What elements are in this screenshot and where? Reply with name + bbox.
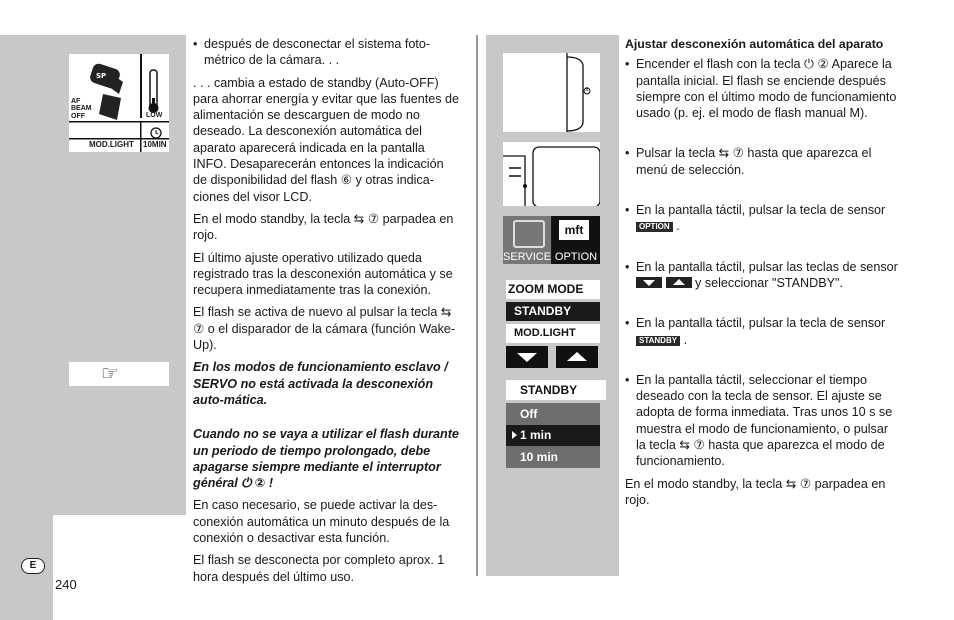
paragraph: . . . cambia a estado de standby (Auto-OFF) para ahorrar energía y evitar que las fuentes de alimentación se descarguen de modo no deseado. La desconexión automática del aparato aparecerá indicada en la pantalla INFO. Desaparecerán entonces la indicación de disponibilidad del flash ⑥ y otras indica-ciones del visor LCD. <box>193 75 460 204</box>
standby-title: STANDBY <box>506 380 606 400</box>
page-number: 240 <box>55 577 77 592</box>
service-option-screen <box>503 216 600 264</box>
flash-info-figure <box>69 54 169 152</box>
down-key-icon <box>636 277 662 288</box>
flash-back-figure <box>503 142 600 206</box>
bullet-paragraph: • después de desconectar el sistema foto-métrico de la cámara. . . <box>193 36 461 69</box>
pointing-hand-icon: ☞ <box>101 363 119 385</box>
step-4: • En la pantalla táctil, pulsar las teclas de sensor y seleccionar "STANDBY". <box>625 259 901 292</box>
mod-light-label: MOD.LIGHT <box>89 140 134 149</box>
scroll-down-button[interactable] <box>506 346 548 368</box>
warning-text: Cuando no se vaya a utilizar el flash durante un periodo de tiempo prolongado, debe apagarse siempre mediante el interruptor général ⏻ ② ! <box>193 427 459 491</box>
standby-option-1min[interactable]: 1 min <box>506 425 600 446</box>
svg-text:SP: SP <box>96 72 107 80</box>
menu-item-zoom-mode[interactable]: ZOOM MODE <box>506 280 600 299</box>
standby-key-tag: STANDBY <box>636 336 680 346</box>
ten-min-label: 10MIN <box>143 140 167 149</box>
paragraph: En el modo standby, la tecla ⇆ ⑦ parpadea en rojo. <box>625 476 886 507</box>
right-text-column <box>625 36 901 514</box>
option-button[interactable]: mft OPTION <box>552 216 600 264</box>
step-5: • En la pantalla táctil, pulsar la tecla de sensor STANDBY . <box>625 315 901 348</box>
paragraph: En el modo standby, la tecla ⇆ ⑦ parpadea en rojo. <box>193 211 454 243</box>
power-icon <box>584 87 590 94</box>
section-heading: Ajustar desconexión automática del aparato <box>625 37 884 51</box>
triangle-up-icon <box>567 352 587 361</box>
flash-side-figure <box>503 53 600 132</box>
step-3: • En la pantalla táctil, pulsar la tecla de sensor OPTION . <box>625 202 901 235</box>
standby-option-off[interactable]: Off <box>506 403 600 425</box>
triangle-down-icon <box>517 353 537 362</box>
step-1: • Encender el flash con la tecla ⏻ ② Aparece la pantalla inicial. El flash se enciende después siempre con el último modo de funcionamiento usado (p. ej. el modo de flash manual M). <box>625 56 901 121</box>
menu-item-mod-light[interactable]: MOD.LIGHT <box>506 324 600 343</box>
paragraph: En caso necesario, se puede activar la des-conexión automática un minuto después de la conexión o desactivar esta función. <box>193 498 450 546</box>
service-button[interactable]: SERVICE <box>503 216 551 264</box>
menu-item-standby[interactable]: STANDBY <box>506 302 600 321</box>
left-margin-band <box>0 35 53 620</box>
note-box <box>69 362 169 386</box>
selection-arrow-icon <box>512 431 517 439</box>
up-key-icon <box>666 277 692 288</box>
wrench-icon <box>513 220 545 248</box>
off-label: OFF <box>71 113 85 120</box>
step-2: • Pulsar la tecla ⇆ ⑦ hasta que aparezca el menú de selección. <box>625 145 901 178</box>
note-text: En los modos de funcionamiento esclavo / SERVO no está activada la desconexión auto-mática. <box>193 360 448 407</box>
af-beam-label: AF BEAM <box>71 98 92 112</box>
low-label: LOW <box>146 112 163 119</box>
column-divider <box>476 35 478 576</box>
scroll-up-button[interactable] <box>556 346 598 368</box>
left-text-column <box>193 36 461 591</box>
paragraph: El último ajuste operativo utilizado queda registrado tras la desconexión automática y se recupera inmediatamente tras la conexión. <box>193 250 453 298</box>
paragraph: El flash se activa de nuevo al pulsar la tecla ⇆ ⑦ o el disparador de la cámara (función Wake-Up). <box>193 305 456 353</box>
standby-option-10min[interactable]: 10 min <box>506 446 600 468</box>
option-key-tag: OPTION <box>636 222 673 232</box>
mft-icon: mft <box>559 220 589 240</box>
step-6: • En la pantalla táctil, seleccionar el tiempo deseado con la tecla de sensor. El ajuste se adopta de forma inmediata. Tras unos 10 s se muestra el modo de funcionamiento, o pulsar la tecla ⇆ ⑦ hasta que aparezca el modo de funcionamiento. <box>625 372 901 470</box>
paragraph: El flash se desconecta por completo aprox. 1 hora después del último uso. <box>193 553 445 584</box>
language-badge: E <box>21 558 45 574</box>
